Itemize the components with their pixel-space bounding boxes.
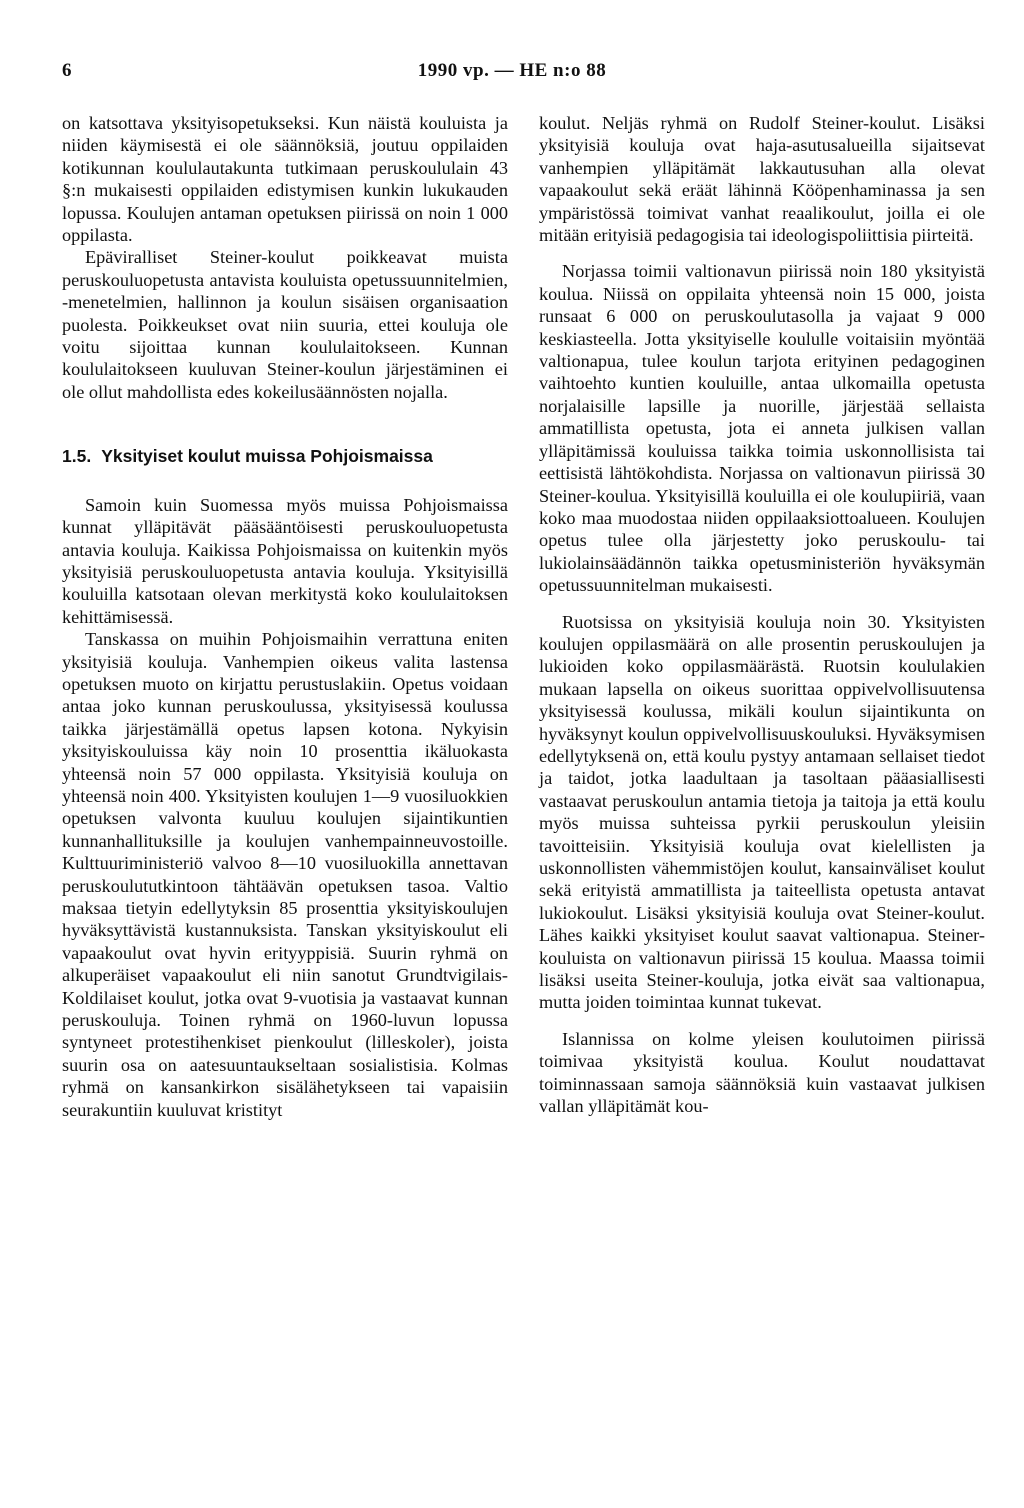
page-number: 6	[62, 60, 72, 81]
paragraph: koulut. Neljäs ryhmä on Rudolf Steiner-koulut. Lisäksi yksityisiä kouluja ovat haja-asutusalueilla sijaitsevat vanhempien ylläpitämät lakkautusuhan alla olevat vapaakoulut sekä eräät lähinnä Kööpenhaminassa ja sen ympäristössä toimivat vanhat reaalikoulut, joilla ei ole mitään erityisiä pedagogisia tai ideologispoliittisia piirteitä.	[539, 113, 985, 246]
section-heading	[62, 445, 508, 467]
section-number: 1.5.	[62, 446, 92, 467]
right-column	[539, 112, 985, 1117]
paragraph: Samoin kuin Suomessa myös muissa Pohjoismaissa kunnat ylläpitävät pääsääntöisesti peruskouluopetusta antavia kouluja. Kaikissa Pohjoismaissa on kuitenkin myös yksityisiä peruskouluopetusta antavia kouluja. Yksityisillä kouluilla katsotaan olevan merkitystä koko koululaitoksen kehittämisessä.	[62, 494, 508, 627]
paragraph: Islannissa on kolme yleisen koulutoimen piirissä toimivaa yksityistä koulua. Koulut noudattavat toiminnassaan samoja säännöksiä kuin vastaavat julkisen vallan ylläpitämät kou-	[539, 1028, 985, 1117]
paragraph: Norjassa toimii valtionavun piirissä noin 180 yksityistä koulua. Niissä on oppilaita yhteensä noin 15 000, joista runsaat 6 000 on peruskoulutasolla ja vajaat 9 000 keskiasteella. Jotta yksityiselle koululle voitaisiin myöntää valtionapua, tulee koulun tarjota erityinen pedagoginen vaihtoehto kuntien kouluille, antaa ulkomailla opetusta norjalaisille lapsille ja nuorille, järjestää sellaista ammatillista opetusta, jota ei anneta julkisen vallan ylläpitämissä kouluissa taikka toimia uskonnollisista tai eettisistä lähtökohdista. Norjassa on valtionavun piirissä 30 Steiner-koulua. Yksityisillä kouluilla ei ole koulupiiriä, vaan koko maa muodostaa niiden oppilaaksiottoalueen. Koulujen opetus tulee olla järjestetty joko peruskoulu- tai lukiolainsäädännön taikka opetusministeriön hyväksymän opetussuunnitelman mukaisesti.	[539, 261, 985, 596]
paragraph: Tanskassa on muihin Pohjoismaihin verrattuna eniten yksityisiä kouluja. Vanhempien oikeus valita lastensa opetuksen muoto on kirjattu perustuslakiin. Opetus voidaan antaa joko kunnan peruskoulussa, yksityisessä koulussa taikka järjestämällä opetus lapsen kotona. Nykyisin yksityiskouluissa käy noin 10 prosenttia ikäluokasta yhteensä noin 57 000 oppilasta. Yksityisiä kouluja on yhteensä noin 400. Yksityisten koulujen 1—9 vuosiluokkien opetuksen valvonta kuuluu koulujen sijaintikuntien kunnanhallituksille ja koulujen vanhempainneuvostoille. Kulttuuriministeriö valvoo 8—10 vuosiluokilla annettavan peruskoulututkintoon tähtäävän opetuksen tasoa. Valtio maksaa tietyin edellytyksin 85 prosenttia yksityiskoulujen hyväksyttävistä kustannuksista. Tanskan yksityiskoulut eli vapaakoulut ovat hyvin erityyppisiä. Suurin ryhmä on alkuperäiset vapaakoulut eli niin sanotut Grundtvigilais-Koldilaiset koulut, jotka ovat 9-vuotisia ja vastaavat kunnan peruskouluja. Toinen ryhmä on 1960-luvun lopussa syntyneet protestihenkiset pienkoulut (lilleskoler), joista suurin osa on aatesuuntaukseltaan sosialistisia. Kolmas ryhmä on kansankirkon sisälähetykseen tai vapaisiin seurakuntiin kuuluvat kristityt	[62, 629, 508, 1120]
paragraph: Ruotsissa on yksityisiä kouluja noin 30. Yksityisten koulujen oppilasmäärä on alle prosentin peruskoulujen ja lukioiden koko oppilasmäärästä. Ruotsin koululakien mukaan lapsella on oikeus suorittaa oppivelvollisuutensa yksityisessä koulussa, mikäli koulun sijaintikunta on hyväksynyt koulun oppivelvollisuuskouluksi. Hyväksymisen edellytyksenä on, että koulu pystyy antamaan sellaiset tiedot ja taidot, jotka laadultaan ja tasoltaan pääasiallisesti vastaavat peruskoulun antamia tietoja ja taitoja ja että koulu myös muissa suhteissa pyrkii peruskoulun yleisiin tavoitteisiin. Yksityisiä kouluja ovat kielellisten ja uskonnollisten vähemmistöjen koulut, kansainväliset koulut sekä erityistä ammatillista ja taiteellista opetusta antavat lukiokoulut. Lisäksi yksityisiä kouluja ovat Steiner-koulut. Lähes kaikki yksityiset koulut saavat valtionapua. Steiner-kouluista on valtionavun piirissä 15 koulua. Maassa toimii lisäksi useita Steiner-kouluja, jotka eivät saa valtionapua, mutta joiden toimintaa kunnat tukevat.	[539, 611, 985, 1013]
running-header: 1990 vp. — HE n:o 88	[417, 60, 607, 81]
left-column	[62, 112, 508, 1121]
paragraph: Epäviralliset Steiner-koulut poikkeavat muista peruskouluopetusta antavista kouluista opetussuunnitelmien, -menetelmien, hallinnon ja koulun sisäisen organisaation puolesta. Poikkeukset ovat niin suuria, ettei kouluja ole voitu sijoittaa kunnan koululaitokseen. Kunnan koululaitokseen kuuluvan Steiner-koulun järjestäminen ei ole ollut mahdollista edes kokeilusäännösten nojalla.	[62, 247, 508, 402]
section-title: Yksityiset koulut muissa Pohjoismaissa	[101, 446, 433, 467]
paragraph: on katsottava yksityisopetukseksi. Kun näistä kouluista ja niiden käymisestä ei ole säännöksiä, joutuu oppilaiden kotikunnan koululautakunta tutkimaan peruskoululain 43 §:n mukaisesti oppilaiden edistymisen kunkin lukukauden lopussa. Koulujen antaman opetuksen piirissä on noin 1 000 oppilasta.	[62, 113, 508, 246]
